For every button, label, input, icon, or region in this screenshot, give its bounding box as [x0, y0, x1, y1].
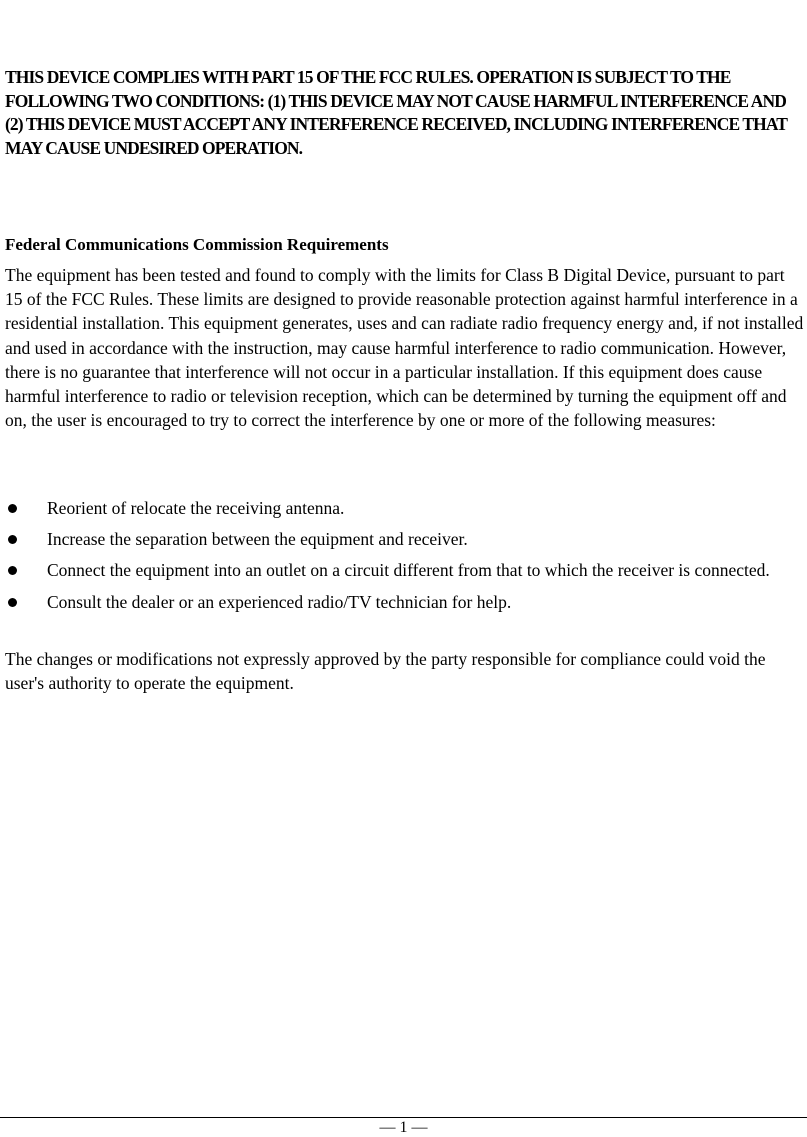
measure-text: Consult the dealer or an experienced radio/TV technician for help. — [47, 591, 512, 612]
list-item — [5, 527, 805, 551]
bullet-icon — [8, 566, 17, 575]
measure-text: Connect the equipment into an outlet on a circuit different from that to which the receiver is connected. — [47, 560, 770, 581]
footer-divider — [0, 1117, 807, 1118]
bullet-icon — [8, 504, 17, 513]
bullet-icon — [8, 535, 17, 544]
measure-text: Reorient of relocate the receiving antenna. — [47, 498, 345, 518]
bullet-icon — [8, 598, 17, 607]
section-title: Federal Communications Commission Requirements — [5, 235, 389, 254]
measure-text: Increase the separation between the equipment and receiver. — [47, 529, 468, 550]
closing-paragraph: The changes or modifications not expressly approved by the party responsible for compliance could void the user's authority to operate the equipment. — [5, 649, 766, 694]
page-number: — 1 — — [379, 1119, 428, 1136]
list-item — [5, 496, 805, 520]
list-item — [5, 590, 805, 614]
measures-list — [5, 496, 805, 621]
intro-paragraph: The equipment has been tested and found to comply with the limits for Class B Digital Device, pursuant to part 15 of the FCC Rules. These limits are designed to provide reasonable protection against harmful interference in a residential installation. This equipment generates, uses and can radiate radio frequency energy and, if not installed and used in accordance with the instruction, may cause harmful interference to radio communication. However, there is no guarantee that interference will not occur in a particular installation. If this equipment does cause harmful interference to radio or television reception, which can be determined by turning the equipment off and on, the user is encouraged to try to correct the interference by one or more of the following measures: — [5, 265, 804, 431]
fcc-compliance-notice: THIS DEVICE COMPLIES WITH PART 15 OF THE FCC RULES. OPERATION IS SUBJECT TO THE FOLLOWING TWO CONDITIONS: (1) THIS DEVICE MAY NOT CAUSE HARMFUL INTERFERENCE AND (2) THIS DEVICE MUST ACCEPT ANY INTERFERENCE RECEIVED, INCLUDING INTERFERENCE THAT MAY CAUSE UNDESIRED OPERATION. — [5, 67, 787, 158]
list-item — [5, 558, 805, 582]
